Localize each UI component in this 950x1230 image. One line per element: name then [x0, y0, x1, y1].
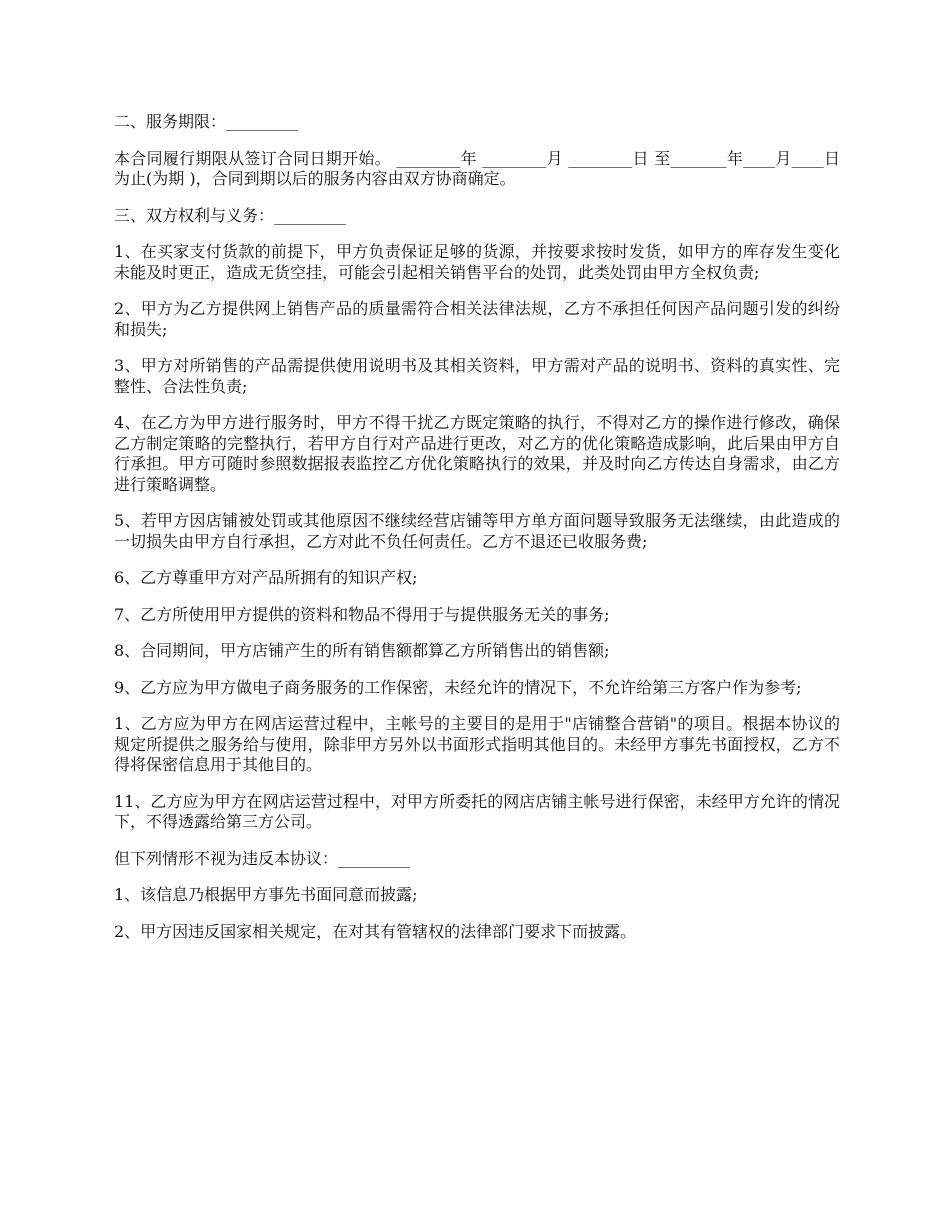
exception-1: 1、该信息乃根据甲方事先书面同意而披露; [114, 885, 418, 904]
clause-4: 4、在乙方为甲方进行服务时，甲方不得干扰乙方既定策略的执行，不得对乙方的操作进行修改，确保乙方制定策略的完整执行，若甲方自行对产品进行更改，对乙方的优化策略造成影响，此后果由甲方自行承担。甲方可随时参照数据报表监控乙方优化策略执行的效果，并及时向乙方传达自身需求，由乙方进行策略调整。 [114, 413, 840, 494]
exception-2: 2、甲方因违反国家相关规定，在对其有管辖权的法律部门要求下而披露。 [114, 921, 637, 941]
paragraph-term-dates: 本合同履行期限从签订合同日期开始。 ________年 ________月 ________日 至_______年____月____日为止(为期 )，合同到期以后的服务内容由双方协商确定。 [114, 148, 840, 188]
clause-7: 7、乙方所使用甲方提供的资料和物品不得用于与提供服务无关的事务; [114, 604, 610, 624]
clause-2: 2、甲方为乙方提供网上销售产品的质量需符合相关法律法规，乙方不承担任何因产品问题引发的纠纷和损失; [114, 299, 840, 339]
clause-3: 3、甲方对所销售的产品需提供使用说明书及其相关资料，甲方需对产品的说明书、资料的真实性、完整性、合法性负责; [114, 356, 840, 396]
clause-10: 1、乙方应为甲方在网店运营过程中，主帐号的主要目的是用于"店铺整合营销"的项目。根据本协议的规定所提供之服务给与使用，除非甲方另外以书面形式指明其他目的。未经甲方事先书面授权，乙方不得将保密信息用于其他目的。 [114, 714, 840, 774]
clause-9: 9、乙方应为甲方做电子商务服务的工作保密，未经允许的情况下，不允许给第三方客户作为参考; [114, 677, 802, 697]
clause-11: 11、乙方应为甲方在网店运营过程中，对甲方所委托的网店店铺主帐号进行保密，未经甲方允许的情况下，不得透露给第三方公司。 [114, 791, 840, 831]
section-heading-rights-obligations: 三、双方权利与义务：_________ [114, 205, 347, 225]
clause-8: 8、合同期间，甲方店铺产生的所有销售额都算乙方所销售出的销售额; [114, 641, 610, 660]
clause-6: 6、乙方尊重甲方对产品所拥有的知识产权; [114, 568, 418, 587]
document-body [114, 112, 840, 958]
section-heading-service-term: 二、服务期限：_________ [114, 112, 299, 131]
clause-1: 1、在买家支付货款的前提下，甲方负责保证足够的货源，并按要求按时发货，如甲方的库存发生变化未能及时更正，造成无货空挂，可能会引起相关销售平台的处罚，此类处罚由甲方全权负责; [114, 242, 840, 282]
clause-5: 5、若甲方因店铺被处罚或其他原因不继续经营店铺等甲方单方面问题导致服务无法继续，由此造成的一切损失由甲方自行承担，乙方对此不负任何责任。乙方不退还已收服务费; [114, 511, 840, 551]
exceptions-heading: 但下列情形不视为违反本协议：_________ [114, 848, 411, 868]
